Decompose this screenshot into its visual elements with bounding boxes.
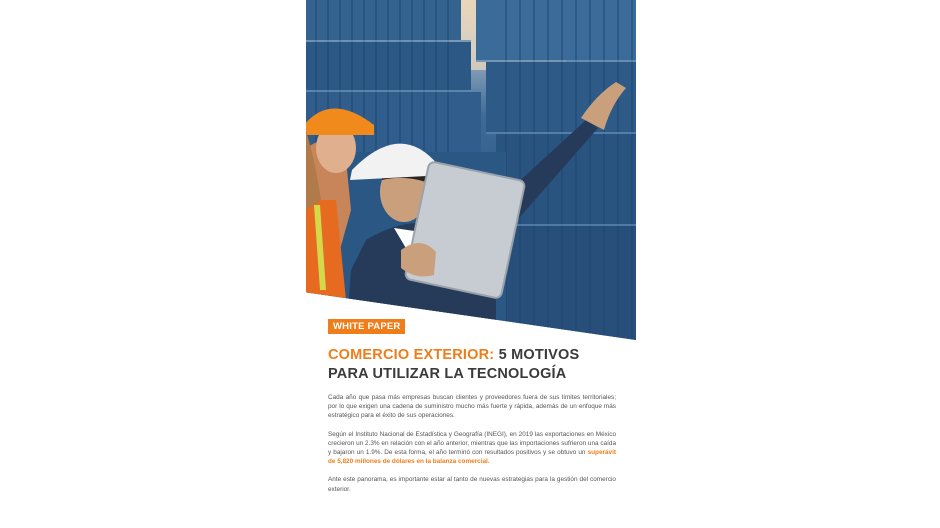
paragraph-2-text: Según el Instituto Nacional de Estadística y Geografía (INEGI), en 2019 las exportaciones en México crecieron un 2.3% en relación con el año anterior, mientras que las importaciones sufrieron una caída y bajaron un 1.9%. De esta forma, el año terminó con resultados positivos y se obtuvo un [328, 430, 616, 457]
page-title [328, 346, 616, 384]
paragraph-3: Ante este panorama, es importante estar al tanto de nuevas estrategias para la gestión del comercio exterior. [328, 476, 616, 493]
hero-photo [306, 0, 636, 340]
white-paper-page [306, 0, 636, 528]
title-line-2: PARA UTILIZAR LA TECNOLOGÍA [328, 366, 567, 382]
paragraph-2-highlight: superávit de 5,820 millones de dólares en la balanza comercial. [328, 449, 616, 466]
paragraph-2 [328, 430, 616, 467]
hero-illustration [306, 0, 636, 340]
title-accent: COMERCIO EXTERIOR: [328, 347, 495, 363]
article-content [328, 316, 616, 494]
paragraph-1: Cada año que pasa más empresas buscan clientes y proveedores fuera de sus límites territoriales; por lo que exigen una cadena de suministro mucho más fuerte y rápida, además de un enfoque más estratégico para el éxito de sus operaciones. [328, 394, 616, 420]
title-rest: 5 MOTIVOS [494, 347, 580, 363]
white-paper-badge: WHITE PAPER [328, 319, 405, 334]
